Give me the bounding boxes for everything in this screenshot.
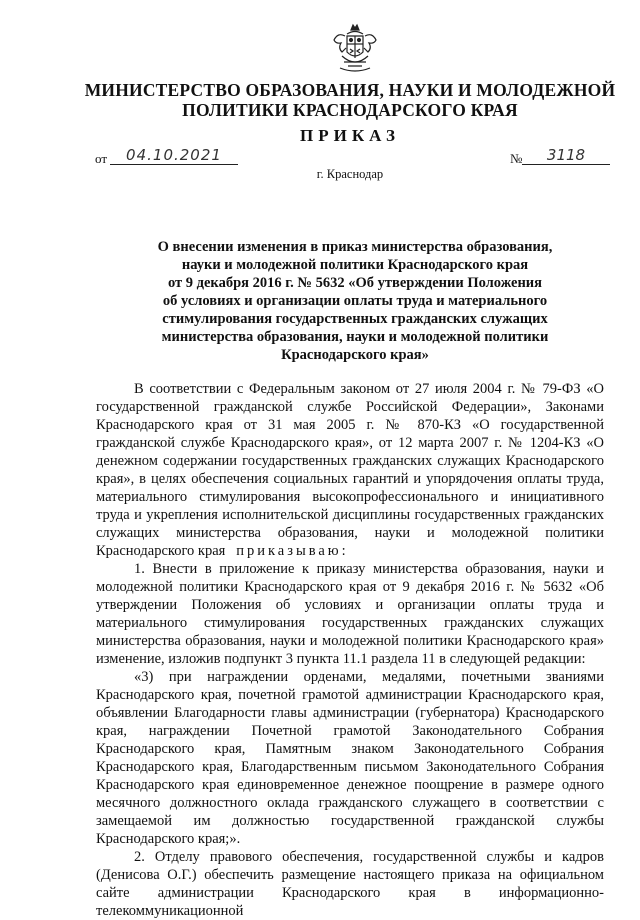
item-2-paragraph: 2. Отделу правового обеспечения, государственной службы и кадров (Денисова О.Г.) обеспечить размещение настоящего приказа на официальном сайте администрации Краснодарского края в информационно-телекоммуникационной [96,849,604,919]
ministry-line-2: ПОЛИТИКИ КРАСНОДАРСКОГО КРАЯ [182,100,518,120]
date-label: от [95,151,108,166]
order-subject [120,238,590,364]
subject-line: науки и молодежной политики Краснодарского края [181,257,529,273]
subject-line: стимулирования государственных гражданских служащих [162,311,548,327]
preamble-text: В соответствии с Федеральным законом от 27 июля 2004 г. № 79-ФЗ «О государственной гражданской службе Российской Федерации», Законами Краснодарского края от 31 мая 2005 г. № 870-КЗ «О государственной гражданской службе Краснодарского края», от 12 марта 2007 г. № 1204-КЗ «О денежном содержании государственных гражданских служащих Краснодарского края», в целях обеспечения социальных гарантий и упорядочения оплаты труда, материального стимулирования высокопрофессионального и инициативного труда и укрепления исполнительской дисциплины государственных гражданских служащих министерства образования, науки и молодежной политики Краснодарского края [96,381,604,559]
date-field: 04.10.2021 [110,146,238,165]
subject-line: О внесении изменения в приказ министерства образования, [157,239,553,255]
order-body [96,380,604,920]
krasnodar-coat-of-arms-icon [330,22,380,76]
item-1-paragraph: 1. Внести в приложение к приказу министерства образования, науки и молодежной политики Краснодарского края от 9 декабря 2016 г. № 5632 «Об утверждении Положения об условиях и организации оплаты труда и материального стимулирования государственных гражданских служащих министерства образования, науки и молодежной политики Краснодарского края» изменение, изложив подпункт 3 пункта 11.1 раздела 11 в следующей редакции: [96,561,604,667]
preamble-paragraph [96,380,604,560]
ministry-name [60,80,640,120]
subject-line: об условиях и организации оплаты труда и материального [162,293,548,309]
quoted-subitem-paragraph: «3) при награждении орденами, медалями, почетными званиями Краснодарского края, почетной грамотой администрации Краснодарского края, объявлении Благодарности главы администрации (губернатора) Краснодарского края, награждении Почетной грамотой Законодательного Собрания Краснодарского края, Памятным знаком Законодательного Собрания Краснодарского края, Благодарственным письмом Законодательного Собрания Краснодарского края единовременное денежное поощрение в размере одного месячного должностного оклада гражданского служащего в соответствии с замещаемой им должностью государственной гражданской службы Краснодарского края;». [96,669,604,847]
ministry-line-1: МИНИСТЕРСТВО ОБРАЗОВАНИЯ, НАУКИ И МОЛОДЕЖНОЙ [84,80,616,100]
subject-line: от 9 декабря 2016 г. № 5632 «Об утверждении Положения [167,275,543,291]
city: г. Краснодар [316,167,384,181]
order-title: ПРИКАЗ [300,126,400,145]
number-field: 3118 [522,146,610,165]
number-label: № [510,151,523,166]
order-verb: приказываю: [236,543,349,559]
subject-line: Краснодарского края» [281,347,429,363]
subject-line: министерства образования, науки и молодежной политики [161,329,549,345]
